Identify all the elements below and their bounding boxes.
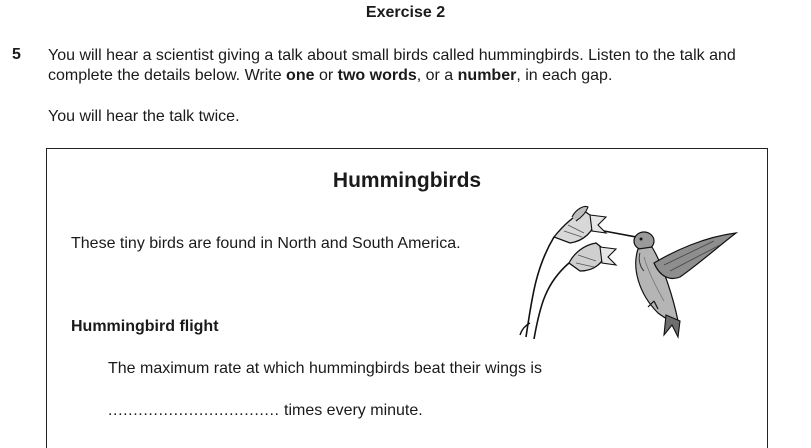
answer-line — [108, 402, 423, 420]
hummingbird-illustration — [514, 197, 744, 347]
box-title: Hummingbirds — [332, 169, 482, 192]
instruction-line-2 — [48, 66, 808, 86]
hummingbird-icon — [604, 231, 736, 337]
instruction-bold-two-words: two words — [337, 67, 417, 84]
question-instructions — [48, 46, 808, 86]
instruction-bold-one: one — [286, 67, 315, 84]
lower-flower-icon — [569, 243, 616, 271]
instruction-text: , or a — [416, 67, 458, 84]
upper-flower-icon — [554, 206, 606, 243]
intro-text: These tiny birds are found in North and South America. — [71, 235, 461, 252]
exercise-title: Exercise 2 — [365, 4, 446, 21]
instruction-text: complete the details below. Write — [48, 67, 287, 84]
listen-note: You will hear the talk twice. — [48, 108, 240, 125]
question-number: 5 — [12, 46, 21, 63]
instruction-line-1: You will hear a scientist giving a talk about small birds called hummingbirds. Listen to the talk and — [48, 47, 736, 64]
section-heading-flight: Hummingbird flight — [71, 318, 219, 335]
instruction-text: , in each gap. — [516, 67, 613, 84]
notes-box — [46, 148, 768, 448]
instruction-bold-number: number — [457, 67, 517, 84]
answer-gap[interactable]: .................................. — [108, 402, 280, 419]
answer-suffix: times every minute. — [279, 402, 423, 419]
instruction-text: or — [314, 67, 338, 84]
flight-text: The maximum rate at which hummingbirds beat their wings is — [108, 360, 542, 377]
